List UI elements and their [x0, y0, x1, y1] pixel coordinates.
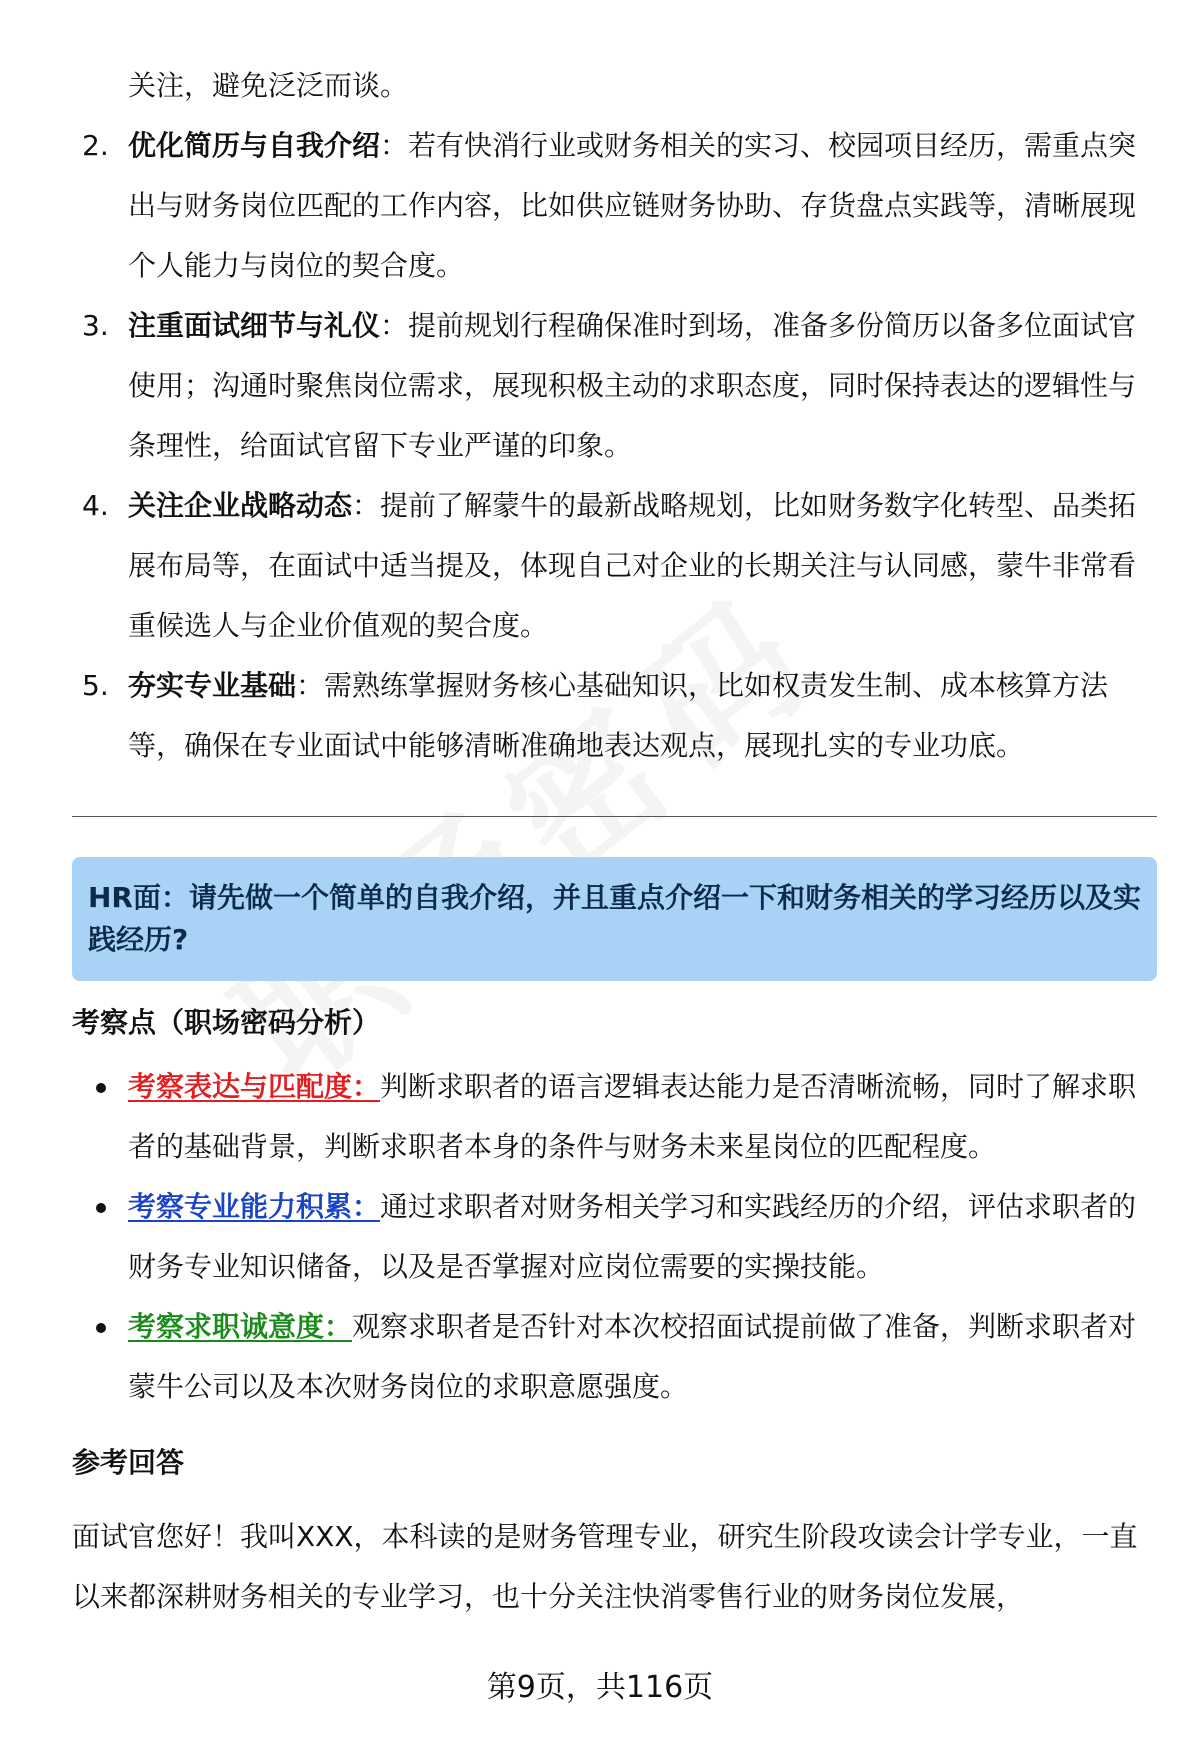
assessment-item: [72, 1177, 1157, 1297]
bullet-dot-icon: [96, 1203, 106, 1213]
reference-answer: 面试官您好！我叫XXX，本科读的是财务管理专业，研究生阶段攻读会计学专业，一直以来都深耕财务相关的专业学习，也十分关注快消零售行业的财务岗位发展，: [72, 1520, 1138, 1613]
tip-number: 3.: [82, 309, 109, 342]
tip-title: 关注企业战略动态: [128, 489, 353, 522]
tip-number: 2.: [82, 129, 109, 162]
reference-title: 参考回答: [72, 1446, 185, 1479]
tip-item: [72, 116, 1157, 296]
intro-continuation: 关注，避免泛泛而谈。: [128, 69, 409, 102]
assessment-title: 考察点（职场密码分析）: [72, 1006, 381, 1039]
assessment-body: 判断求职者的语言逻辑表达能力是否清晰流畅，同时了解求职者的基础背景，判断求职者本身的条件与财务未来星岗位的匹配程度。: [128, 1070, 1137, 1163]
tip-body: ：若有快消行业或财务相关的实习、校园项目经历，需重点突出与财务岗位匹配的工作内容，比如供应链财务协助、存货盘点实践等，清晰展现个人能力与岗位的契合度。: [128, 129, 1137, 282]
assessment-list: [72, 1057, 1157, 1417]
tip-body: ：提前规划行程确保准时到场，准备多份简历以备多位面试官使用；沟通时聚焦岗位需求，展现积极主动的求职态度，同时保持表达的逻辑性与条理性，给面试官留下专业严谨的印象。: [128, 309, 1137, 462]
tip-body: ：提前了解蒙牛的最新战略规划，比如财务数字化转型、品类拓展布局等，在面试中适当提及，体现自己对企业的长期关注与认同感，蒙牛非常看重候选人与企业价值观的契合度。: [128, 489, 1137, 642]
assessment-body: 观察求职者是否针对本次校招面试提前做了准备，判断求职者对蒙牛公司以及本次财务岗位的求职意愿强度。: [128, 1310, 1137, 1403]
tips-list: [72, 116, 1157, 776]
tip-title: 夯实专业基础: [128, 669, 297, 702]
tip-body: ：需熟练掌握财务核心基础知识，比如权责发生制、成本核算方法等，确保在专业面试中能够清晰准确地表达观点，展现扎实的专业功底。: [128, 669, 1109, 762]
section-divider: [72, 816, 1157, 817]
tip-number: 5.: [82, 669, 109, 702]
assessment-item: [72, 1297, 1157, 1417]
bullet-dot-icon: [96, 1323, 106, 1333]
assessment-keyword: 考察表达与匹配度：: [128, 1070, 381, 1103]
page-content: [72, 56, 1157, 1627]
bullet-dot-icon: [96, 1083, 106, 1093]
tip-item: [72, 656, 1157, 776]
assessment-keyword: 考察专业能力积累：: [128, 1190, 381, 1223]
tip-item: [72, 296, 1157, 476]
tip-title: 注重面试细节与礼仪: [128, 309, 381, 342]
tip-item: [72, 476, 1157, 656]
assessment-item: [72, 1057, 1157, 1177]
assessment-body: 通过求职者对财务相关学习和实践经历的介绍，评估求职者的财务专业知识储备，以及是否掌握对应岗位需要的实操技能。: [128, 1190, 1137, 1283]
hr-question-box: HR面：请先做一个简单的自我介绍，并且重点介绍一下和财务相关的学习经历以及实践经历?: [72, 857, 1157, 981]
assessment-keyword: 考察求职诚意度：: [128, 1310, 353, 1343]
page-footer: 第9页，共116页: [486, 1670, 714, 1705]
tip-title: 优化简历与自我介绍: [128, 129, 381, 162]
tip-number: 4.: [82, 489, 109, 522]
